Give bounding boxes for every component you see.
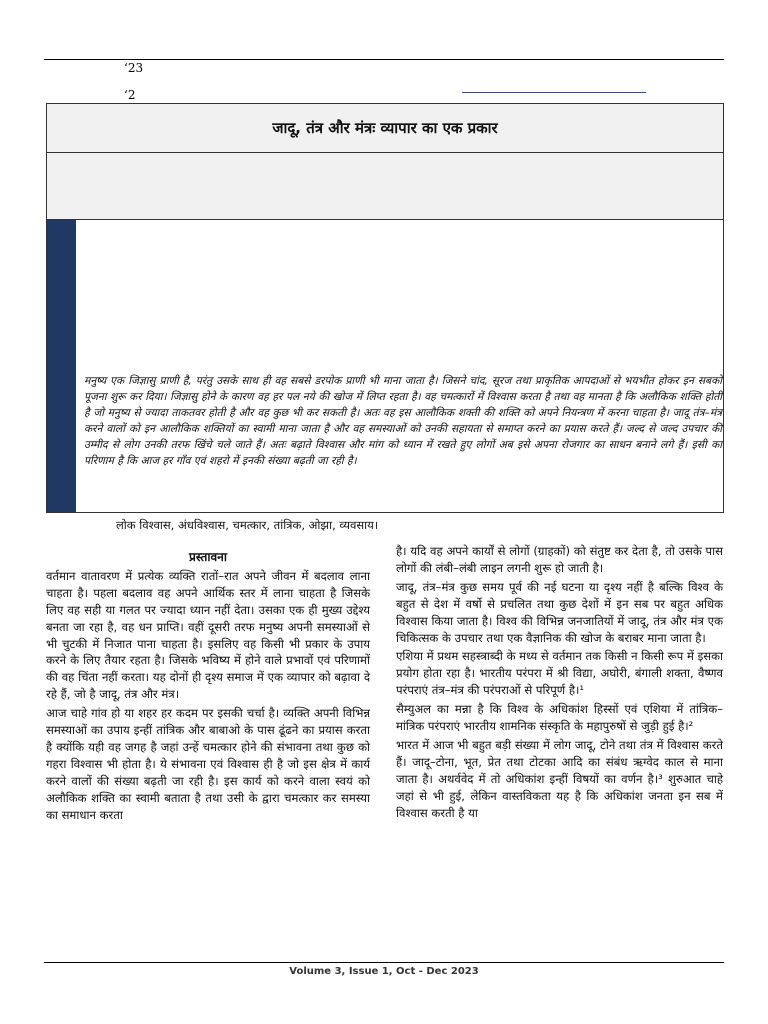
top-rule (44, 59, 724, 60)
left-column (46, 549, 370, 826)
paragraph: जादू, तंत्र–मंत्र कुछ समय पूर्व की नई घटना या दृश्य नहीं है बल्कि विश्व के बहुत से देश में वर्षो से प्रचलित तथा कुछ देशों में इन सब पर बहुत अधिक विश्वास किया जाता है। विश्व की विभिन्न जनजातियों में जादू, तंत्र और मंत्र एक चिकित्सक के उपचार तथा एक वैज्ञानिक की खोज के बराबर माना जाता है। (396, 579, 723, 645)
header-link-underline[interactable] (462, 92, 646, 93)
paragraph: एशिया में प्रथम सहस्त्राब्दी के मध्य से वर्तमान तक किसी न किसी रूप में इसका प्रयोग होता रहा है। भारतीय परंपरा में श्री विद्या, अघोरी, बंगाली शक्ता, वैष्णव परंपराएं तंत्र–मंत्र की परंपराओं से परिपूर्ण है।¹ (396, 649, 724, 698)
paragraph: है। यदि वह अपने कार्यों से लोगों (ग्राहकों) को संतुष्ट कर देता है, तो उसके पास लोगों की लंबी–लंबी लाइन लगनी शुरू हो जाती है। (396, 544, 723, 575)
paragraph: भारत में आज भी बहुत बड़ी संख्या में लोग जादू, टोने तथा तंत्र में विश्वास करते हैं। जादू–टोना, भूत, प्रेत तथा टोटका आदि का संबंध ऋग्वेद काल से माना जाता है। अथर्ववेद में तो अधिकांश इन्हीं विषयों का वर्णन है।³ शुरुआत चाहे जहां से भी हुई, लेकिन वास्तविकता यह है कि अधिकांश जनता इन सब में विश्वास करती है या (396, 737, 723, 820)
paragraph: वर्तमान वातावरण में प्रत्येक व्यक्ति रातों–रात अपने जीवन में बदलाव लाना चाहता है। पहला बदलाव वह अपने आर्थिक स्तर में लाना चाहता है जिसके लिए वह सही या गलत पर ज्यादा ध्यान नहीं देता। उसका एक ही मुख्य उद्देश्य बनता जा रहा है, वह धन प्राप्ति। वहीं दूसरी तरफ मनुष्य अपनी समस्याओं से भी चुटकी में निजात पाना चाहता है। इसलिए वह किसी भी प्रकार के उपाय करने के लिए तैयार रहता है। जिसके भविष्य में होने वाले प्रभावों एवं परिणामों की वह चिंता नहीं करता। यह दोनों ही दृश्य समाज में एक व्यापार को बढ़ावा दे रहे हैं, जो है जादू, तंत्र और मंत्र। (46, 568, 370, 702)
abstract-text: मनुष्य एक जिज्ञासु प्राणी है, परंतु उसके साथ ही वह सबसे डरपोक प्राणी भी माना जाता है। जिसने चांद, सूरज तथा प्राकृतिक आपदाओं से भयभीत होकर इन सबको पूजना शुरू कर दिया। जिज्ञासु होने के कारण वह हर पल नये की खोज में लिप्त रहता है। वह चमत्कारों में विश्वास करता है तथा वह मानता है कि अलौकिक शक्ति होती है जो मनुष्य से ज्यादा ताकतवर होती है और वह कुछ भी कर सकती है। अतः वह इस आलौकिक शक्ती की शक्ति को अपने नियन्त्रण में करना चाहता है। जादू तंत्र–मंत्र करने वालों को इन आलौकिक शक्तियों का स्वामी माना जाता है और वह समस्याओं को उनकी सहायता से समाप्त करने का प्रयास करते हैं। जल्द से जल्द उपचार की उम्मीद से लोग उनकी तरफ खिंचे चले जाते हैं। अतः बढ़ाते विश्वास और मांग को ध्यान में रखते हुए लोगों अब इसे अपना रोजगार का साधन बनाने लगे हैं। इसी का परिणाम है कि आज हर गाँव एवं शहरो में इनकी संख्या बढ़ती जा रही है। (84, 375, 722, 467)
footer-volume: Volume 3, Issue 1, Oct - Dec 2023 (289, 966, 479, 977)
paper-title: जादू, तंत्र और मंत्रः व्यापार का एक प्रकार (272, 119, 498, 137)
section-heading: प्रस्तावना (189, 550, 227, 564)
paragraph: सैम्युअल का मन्ना है कि विश्व के अधिकांश हिस्सों एवं एशिया में तांत्रिक–मांत्रिक परंपराएं भारतीय शामनिक संस्कृति के महापुरुषों से जुड़ी हुई है।² (396, 702, 723, 734)
title-box (46, 103, 724, 153)
header-line-1: ‘23 (124, 61, 144, 75)
header-line-2: ‘2 (124, 88, 136, 102)
author-info-box (46, 153, 724, 220)
keywords: लोक विश्वास, अंधविश्वास, चमत्कार, तांत्रिक, ओझा, व्यवसाय। (116, 518, 379, 532)
right-column (396, 543, 723, 824)
paragraph: आज चाहे गांव हो या शहर हर कदम पर इसकी चर्चा है। व्यक्ति अपनी विभिन्न समस्याओं का उपाय इन्हीं तांत्रिक और बाबाओ के पास ढूंढने का प्रयास करता है क्योंकि यही वह जगह है जहां उन्हें चमत्कार होने की संभावना तथा कुछ को गहरा विश्वास भी होता है। ये संभावना एवं विश्वास ही है जो इस क्षेत्र में कार्य करने वालों की संख्या बढ़ती जा रही है। इस कार्य को करने वाला स्वयं को अलौकिक शक्ति का स्वामी बताता है तथा उसी के द्वारा चमत्कार कर समस्या का समाधान करता (46, 706, 370, 822)
abstract-accent-bar (47, 220, 76, 512)
bottom-rule (44, 962, 724, 963)
